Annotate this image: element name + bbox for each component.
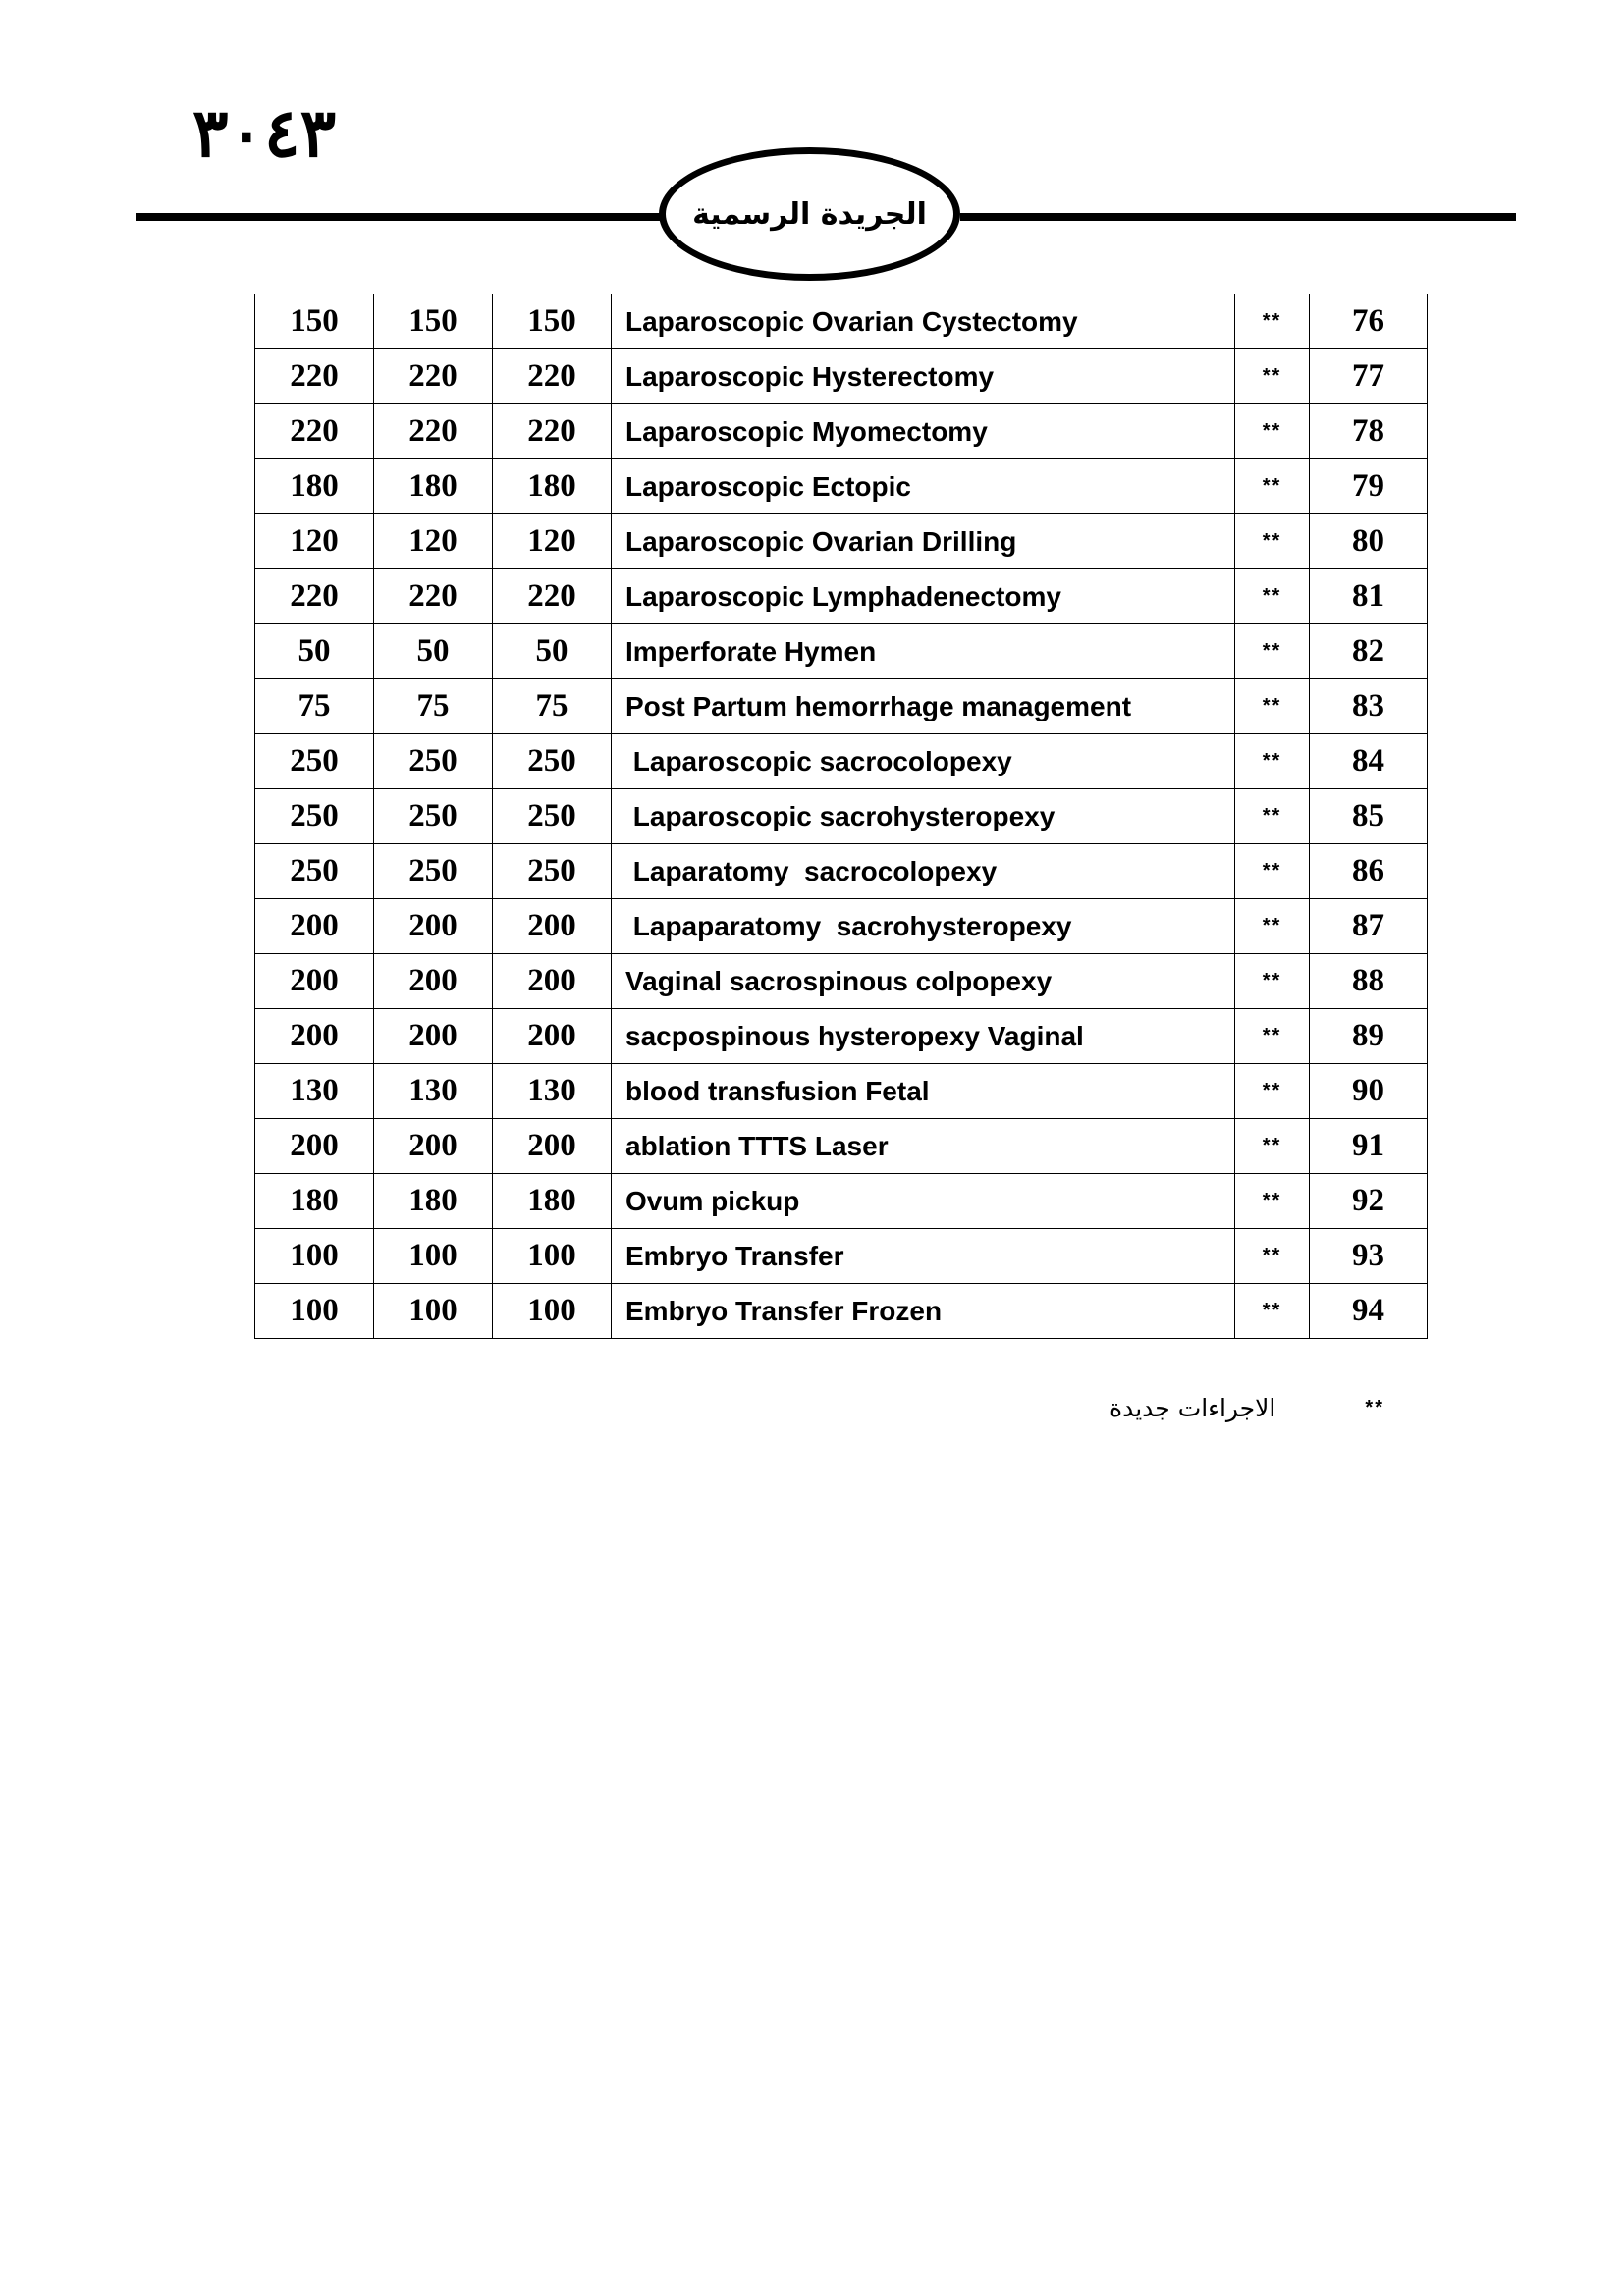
fee-cell: 120 [255, 514, 374, 569]
table-row [255, 459, 1428, 514]
row-number: 80 [1310, 514, 1428, 569]
procedure-name: Lapaparatomy sacrohysteropexy [612, 899, 1235, 954]
fee-cell: 200 [493, 1119, 612, 1174]
table-row [255, 349, 1428, 404]
table-row [255, 624, 1428, 679]
row-number: 78 [1310, 404, 1428, 459]
fee-cell: 200 [374, 899, 493, 954]
fee-cell: 100 [493, 1229, 612, 1284]
table-row [255, 1119, 1428, 1174]
fee-cell: 250 [374, 734, 493, 789]
new-procedure-mark: ** [1235, 569, 1310, 624]
new-procedure-mark: ** [1235, 734, 1310, 789]
fee-cell: 130 [493, 1064, 612, 1119]
fee-cell: 220 [493, 404, 612, 459]
fee-cell: 100 [374, 1284, 493, 1339]
fee-cell: 75 [493, 679, 612, 734]
fee-cell: 75 [374, 679, 493, 734]
footnote [1110, 1394, 1384, 1422]
row-number: 94 [1310, 1284, 1428, 1339]
fee-cell: 200 [374, 1009, 493, 1064]
row-number: 92 [1310, 1174, 1428, 1229]
fee-cell: 50 [493, 624, 612, 679]
row-number: 93 [1310, 1229, 1428, 1284]
table-row [255, 679, 1428, 734]
fee-cell: 200 [255, 954, 374, 1009]
procedure-name: Embryo Transfer Frozen [612, 1284, 1235, 1339]
fee-cell: 180 [493, 1174, 612, 1229]
row-number: 77 [1310, 349, 1428, 404]
fee-cell: 150 [255, 294, 374, 349]
procedure-name: ablation TTTS Laser [612, 1119, 1235, 1174]
fee-cell: 250 [374, 789, 493, 844]
row-number: 81 [1310, 569, 1428, 624]
fee-cell: 250 [255, 734, 374, 789]
procedure-name: Laparoscopic Lymphadenectomy [612, 569, 1235, 624]
publication-title: الجريدة الرسمية [692, 196, 927, 232]
table-row [255, 1009, 1428, 1064]
row-number: 86 [1310, 844, 1428, 899]
row-number: 89 [1310, 1009, 1428, 1064]
row-number: 76 [1310, 294, 1428, 349]
procedure-name: Post Partum hemorrhage management [612, 679, 1235, 734]
fee-cell: 100 [255, 1284, 374, 1339]
table-row [255, 899, 1428, 954]
table-row [255, 569, 1428, 624]
masthead-oval [659, 147, 960, 281]
fee-cell: 100 [493, 1284, 612, 1339]
fee-cell: 200 [255, 1009, 374, 1064]
new-procedure-mark: ** [1235, 899, 1310, 954]
table-row [255, 1284, 1428, 1339]
fee-cell: 50 [374, 624, 493, 679]
fee-cell: 180 [255, 459, 374, 514]
fee-cell: 200 [255, 1119, 374, 1174]
fee-cell: 220 [255, 349, 374, 404]
procedure-name: Laparoscopic sacrocolopexy [612, 734, 1235, 789]
row-number: 82 [1310, 624, 1428, 679]
procedure-name: Embryo Transfer [612, 1229, 1235, 1284]
row-number: 88 [1310, 954, 1428, 1009]
procedure-fee-table [254, 294, 1428, 1339]
fee-cell: 220 [374, 404, 493, 459]
footnote-text: الاجراءات جديدة [1110, 1394, 1276, 1422]
new-procedure-mark: ** [1235, 1119, 1310, 1174]
fee-cell: 100 [374, 1229, 493, 1284]
new-procedure-mark: ** [1235, 1284, 1310, 1339]
table-row [255, 294, 1428, 349]
new-procedure-mark: ** [1235, 1229, 1310, 1284]
procedure-name: Vaginal sacrospinous colpopexy [612, 954, 1235, 1009]
procedure-name: Imperforate Hymen [612, 624, 1235, 679]
fee-cell: 200 [493, 954, 612, 1009]
new-procedure-mark: ** [1235, 404, 1310, 459]
header-rule-left [136, 213, 661, 221]
fee-cell: 200 [255, 899, 374, 954]
fee-cell: 220 [493, 569, 612, 624]
fee-cell: 200 [374, 1119, 493, 1174]
page-number: ٣٠٤٣ [192, 94, 337, 173]
fee-cell: 180 [255, 1174, 374, 1229]
fee-cell: 180 [493, 459, 612, 514]
procedure-name: Ovum pickup [612, 1174, 1235, 1229]
fee-cell: 150 [374, 294, 493, 349]
procedure-name: Laparoscopic Ovarian Drilling [612, 514, 1235, 569]
table-row [255, 954, 1428, 1009]
fee-cell: 180 [374, 1174, 493, 1229]
fee-cell: 100 [255, 1229, 374, 1284]
procedure-name: Laparoscopic Hysterectomy [612, 349, 1235, 404]
procedure-name: sacpospinous hysteropexy Vaginal [612, 1009, 1235, 1064]
new-procedure-mark: ** [1235, 789, 1310, 844]
new-procedure-mark: ** [1235, 954, 1310, 1009]
fee-cell: 220 [374, 349, 493, 404]
table-row [255, 404, 1428, 459]
fee-cell: 220 [493, 349, 612, 404]
row-number: 91 [1310, 1119, 1428, 1174]
row-number: 84 [1310, 734, 1428, 789]
table-row [255, 514, 1428, 569]
fee-cell: 250 [374, 844, 493, 899]
new-procedure-mark: ** [1235, 294, 1310, 349]
fee-cell: 200 [493, 1009, 612, 1064]
new-procedure-mark: ** [1235, 844, 1310, 899]
fee-cell: 120 [493, 514, 612, 569]
fee-cell: 180 [374, 459, 493, 514]
new-procedure-mark: ** [1235, 459, 1310, 514]
fee-cell: 220 [374, 569, 493, 624]
fee-cell: 250 [493, 734, 612, 789]
fee-cell: 130 [255, 1064, 374, 1119]
table-row [255, 844, 1428, 899]
header-rule-right [960, 213, 1516, 221]
fee-cell: 120 [374, 514, 493, 569]
fee-cell: 50 [255, 624, 374, 679]
fee-cell: 75 [255, 679, 374, 734]
new-procedure-mark: ** [1235, 624, 1310, 679]
procedure-name: blood transfusion Fetal [612, 1064, 1235, 1119]
procedure-name: Laparatomy sacrocolopexy [612, 844, 1235, 899]
row-number: 83 [1310, 679, 1428, 734]
fee-cell: 250 [255, 789, 374, 844]
fee-cell: 220 [255, 404, 374, 459]
fee-cell: 250 [493, 789, 612, 844]
new-procedure-mark: ** [1235, 349, 1310, 404]
new-procedure-mark: ** [1235, 679, 1310, 734]
fee-cell: 150 [493, 294, 612, 349]
fee-cell: 250 [255, 844, 374, 899]
fee-cell: 200 [374, 954, 493, 1009]
row-number: 90 [1310, 1064, 1428, 1119]
fee-cell: 250 [493, 844, 612, 899]
table-body [255, 294, 1428, 1339]
table-row [255, 789, 1428, 844]
fee-cell: 200 [493, 899, 612, 954]
procedure-name: Laparoscopic Ovarian Cystectomy [612, 294, 1235, 349]
new-procedure-mark: ** [1235, 1009, 1310, 1064]
row-number: 85 [1310, 789, 1428, 844]
table-row [255, 1174, 1428, 1229]
new-procedure-mark: ** [1235, 1174, 1310, 1229]
row-number: 79 [1310, 459, 1428, 514]
row-number: 87 [1310, 899, 1428, 954]
fee-cell: 220 [255, 569, 374, 624]
fee-cell: 130 [374, 1064, 493, 1119]
footnote-mark: ** [1365, 1397, 1384, 1418]
procedure-name: Laparoscopic Ectopic [612, 459, 1235, 514]
new-procedure-mark: ** [1235, 1064, 1310, 1119]
procedure-name: Laparoscopic Myomectomy [612, 404, 1235, 459]
table-row [255, 734, 1428, 789]
procedure-name: Laparoscopic sacrohysteropexy [612, 789, 1235, 844]
new-procedure-mark: ** [1235, 514, 1310, 569]
table-row [255, 1064, 1428, 1119]
table-row [255, 1229, 1428, 1284]
